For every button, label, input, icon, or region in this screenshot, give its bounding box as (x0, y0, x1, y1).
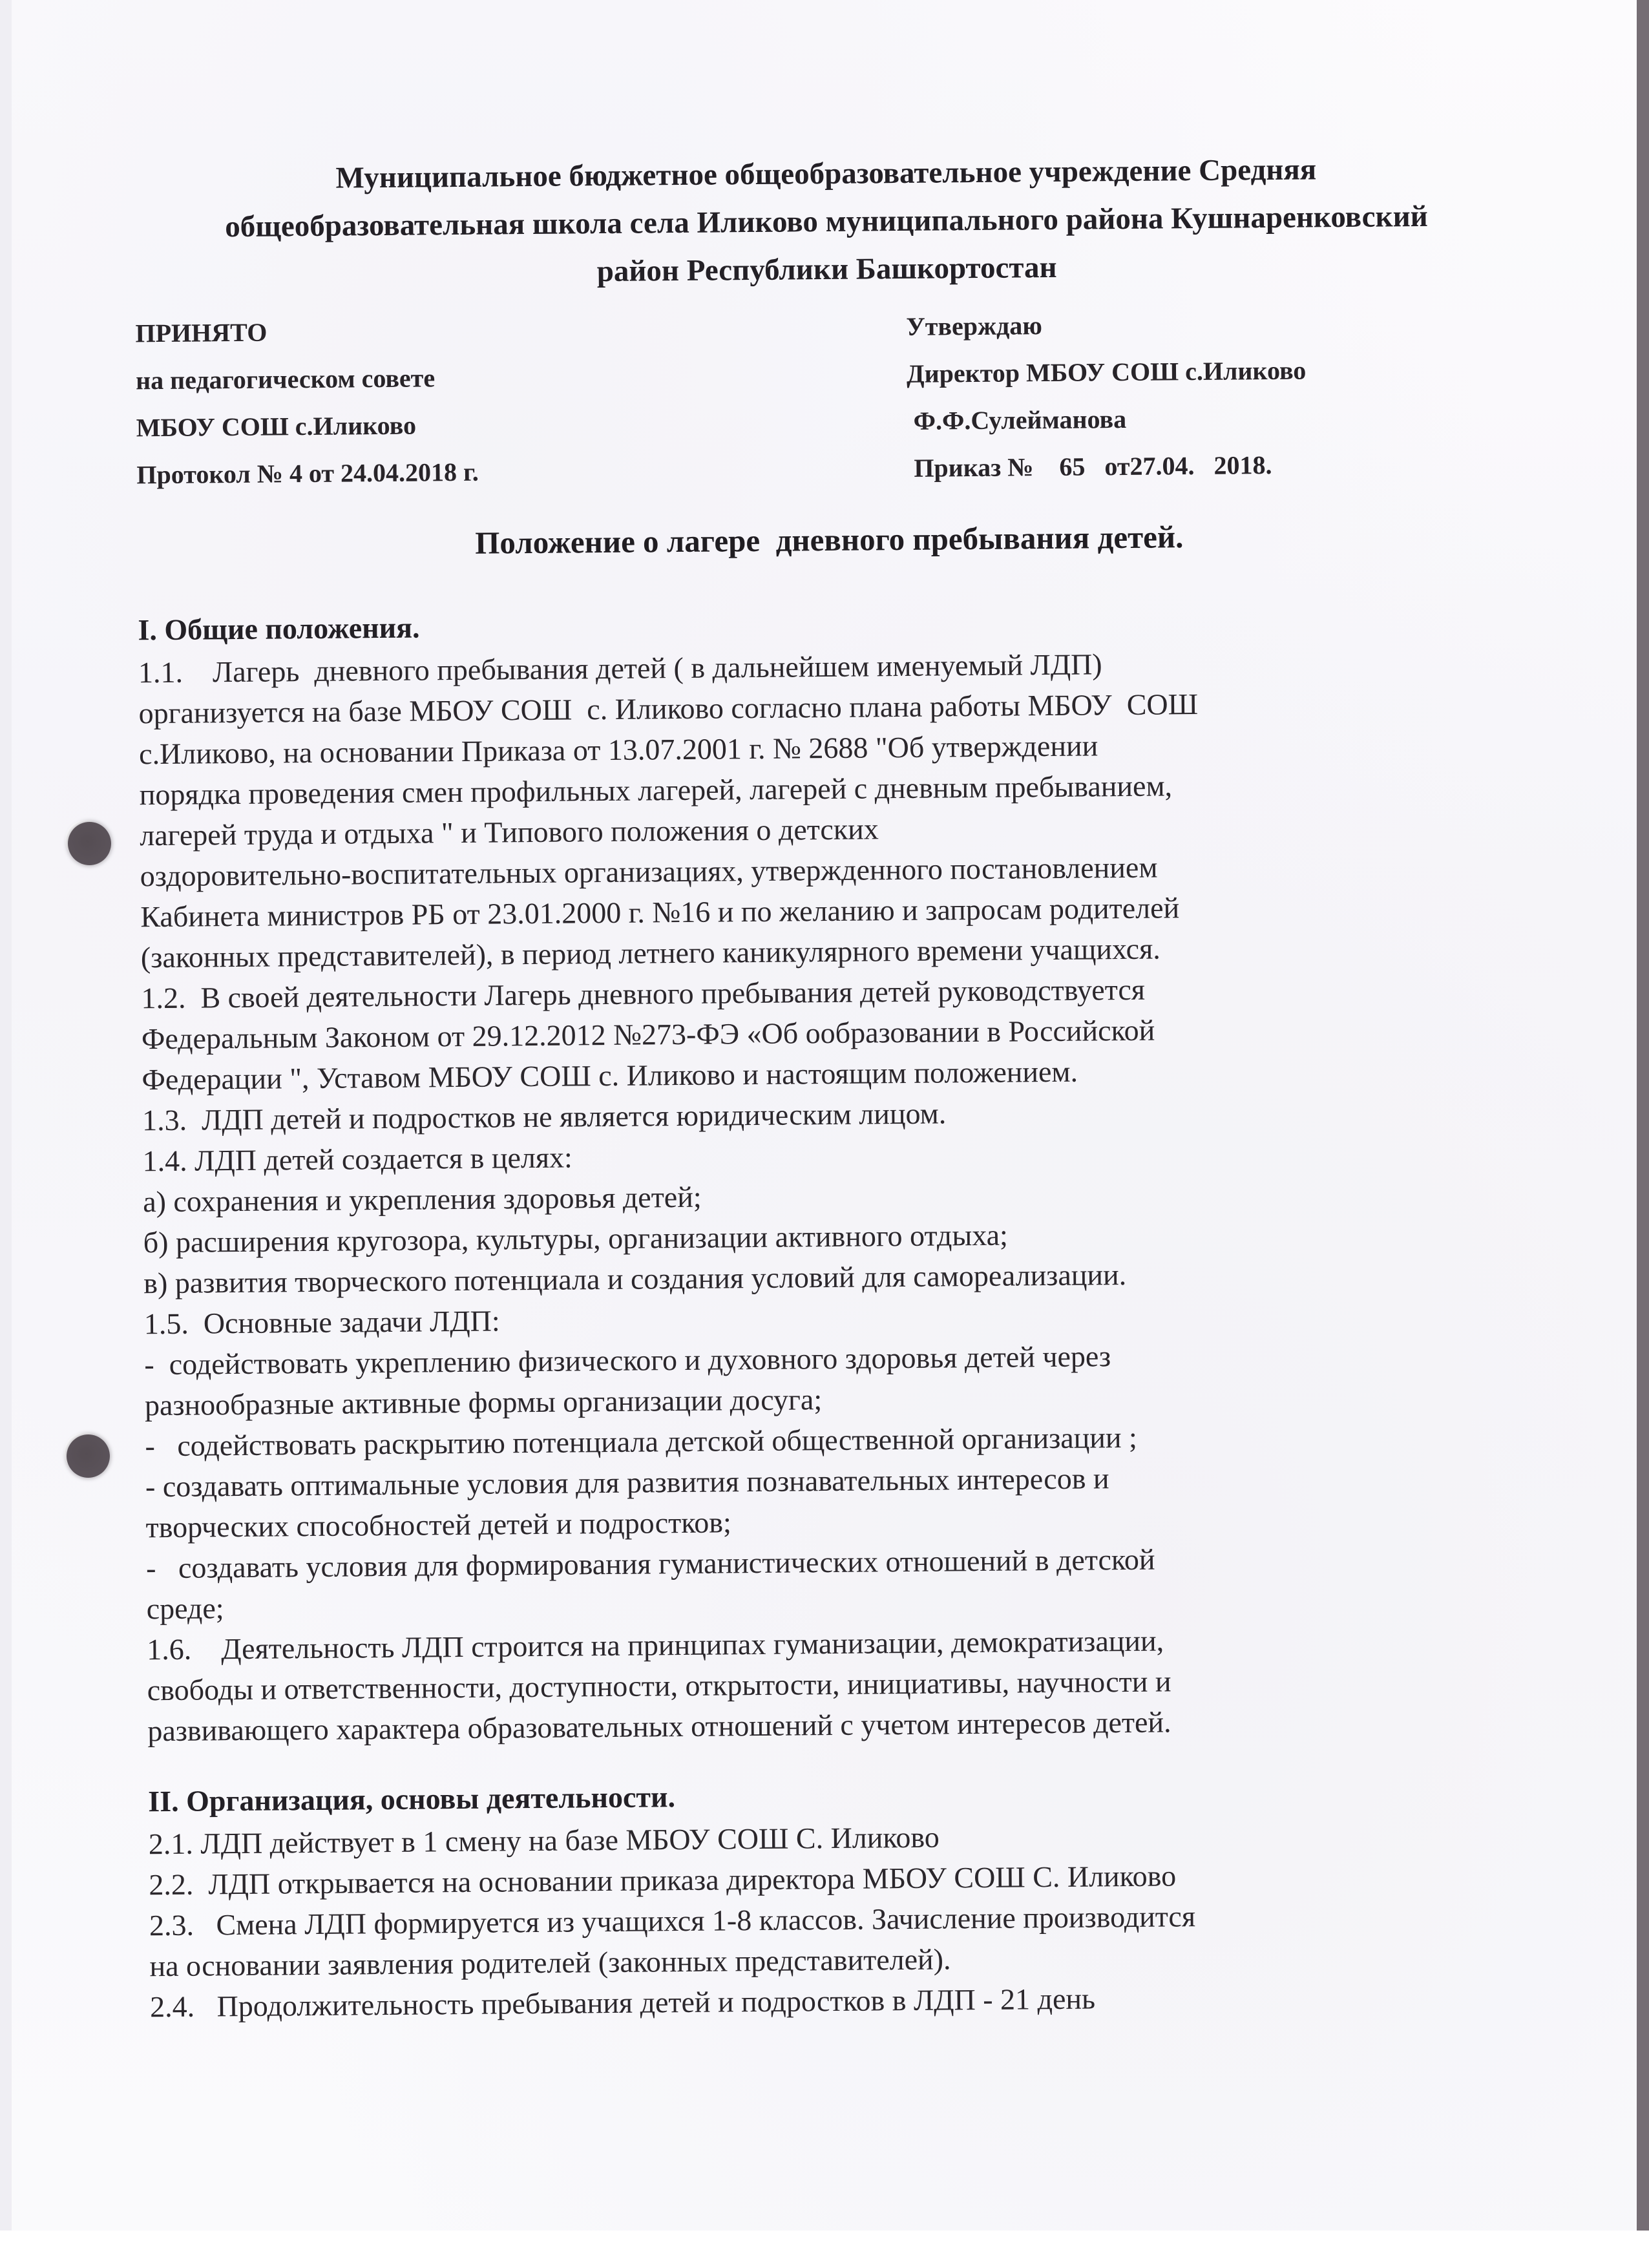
paragraph: 1.5. Основные задачи ЛДП: (143, 1304, 500, 1341)
section-general-heading: I. Общие положения. (138, 611, 420, 647)
section-organization-paragraphs (16, 1811, 1649, 2028)
approved-block: Утверждаю Директор МБОУ СОШ с.Иликово Ф.Ф.Сулейманова Приказ № 65 от27.04. 2018. (906, 311, 1307, 483)
accepted-block: ПРИНЯТО на педагогическом совете МБОУ СОШ с.Иликово Протокол № 4 от 24.04.2018 г. (135, 317, 479, 490)
paragraph: 1.6. Деятельность ЛДП строится на принципах гуманизации, демократизации, свободы и ответственности, доступности, открытости, инициативы, научности и развивающего характера образовательных отношений с учетом интересов детей. (147, 1624, 1171, 1748)
paragraph: а) сохранения и укрепления здоровья детей; (142, 1180, 702, 1219)
paragraph: в) развития творческого потенциала и создания условий для самореализации. (143, 1257, 1127, 1300)
paragraph: - создавать условия для формирования гуманистических отношений в детской среде; (145, 1542, 1155, 1626)
paragraph: 2.3. Смена ЛДП формируется из учащихся 1-8 классов. Зачисление производится на основании заявления родителей (законных представителей). (149, 1900, 1196, 1983)
paragraph: 1.2. В своей деятельности Лагерь дневного пребывания детей руководствуется Федеральным Законом от 29.12.2012 №273-ФЭ «Об ообразовании в Российской Федерации ", Уставом МБОУ СОШ с. Иликово и настоящим положением. (141, 972, 1155, 1097)
document-title: Положение о лагере дневного пребывания детей. (474, 519, 1184, 561)
approval-row (3, 297, 1649, 502)
paragraph: 1.3. ЛДП детей и подростков не является юридическим лицом. (142, 1097, 947, 1137)
paragraph: 2.2. ЛДП открывается на основании приказа директора МБОУ СОШ С. Иликово (149, 1859, 1177, 1902)
institution-header: Муниципальное бюджетное общеобразовательное учреждение Средняя общеобразовательная школа села Иликово муниципального района Кушнаренковский район Республики Башкортостан (225, 152, 1428, 289)
section-organization (16, 1768, 1649, 2028)
section-general (5, 596, 1649, 1752)
paragraph: - содействовать укреплению физического и духовного здоровья детей через разнообразные активные формы организации досуга; (144, 1339, 1111, 1422)
paragraph: б) расширения кругозора, культуры, организации активного отдыха; (143, 1218, 1009, 1259)
paragraph: - создавать оптимальные условия для развития познавательных интересов и творческих способностей детей и подростков; (145, 1462, 1109, 1544)
paragraph: 1.4. ЛДП детей создается в целях: (142, 1140, 572, 1178)
scan-bottom-band (0, 2231, 1649, 2268)
paragraph: - содействовать раскрытию потенциала детской общественной организации ; (145, 1420, 1137, 1463)
section-general-paragraphs (6, 639, 1649, 1752)
paragraph: 2.4. Продолжительность пребывания детей и подростков в ЛДП - 21 день (149, 1982, 1096, 2024)
section-organization-heading: II. Организация, основы деятельности. (148, 1780, 676, 1818)
paragraph: 2.1. ЛДП действует в 1 смену на базе МБОУ СОШ С. Иликово (148, 1820, 940, 1861)
paragraph: 1.1. Лагерь дневного пребывания детей ( в дальнейшем именуемый ЛДП) организуется на базе МБОУ СОШ с. Иликово согласно плана работы МБОУ СОШ с.Иликово, на основании Приказа от 13.07.2001 г. № 2688 "Об утверждении порядка проведения смен профильных лагерей, лагерей с дневным пребыванием, лагерей труда и отдыха " и Типового положения о детских оздоровительно-воспитательных организациях, утвержденного постановлением Кабинета министров РБ от 23.01.2000 г. №16 и по желанию и запросам родителей (законных представителей), в период летнего каникулярного времени учащихся. (138, 647, 1199, 974)
